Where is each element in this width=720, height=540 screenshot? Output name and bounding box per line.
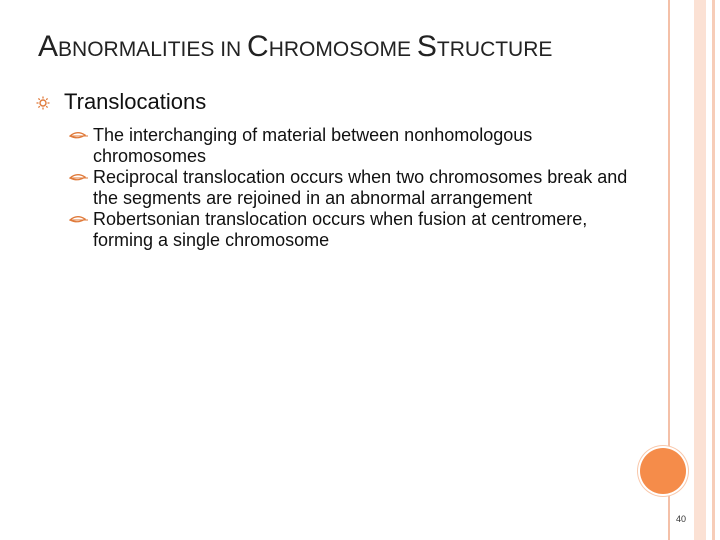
- bullet-text: Reciprocal translocation occurs when two chromosomes break and the segments are rejoined in an abnormal arrangement: [93, 167, 628, 208]
- title-part: HROMOSOME: [268, 38, 417, 61]
- bullet-text: The interchanging of material between nonhomologous chromosomes: [93, 125, 533, 166]
- bullet-text: Robertsonian translocation occurs when fusion at centromere, forming a single chromosome: [93, 209, 588, 250]
- title-part: A: [38, 30, 59, 63]
- title-part: BNORMALITIES IN: [58, 38, 248, 61]
- list-item: [93, 167, 633, 209]
- decorative-circle: [640, 448, 686, 494]
- decorative-stripe: [694, 0, 706, 540]
- title-part: C: [247, 30, 269, 63]
- page-number: 40: [676, 514, 687, 524]
- sun-icon: [36, 96, 50, 110]
- leaf-icon: [69, 215, 89, 225]
- title-part: TRUCTURE: [436, 38, 553, 61]
- decorative-stripe: [712, 0, 715, 540]
- leaf-icon: [69, 131, 89, 141]
- slide-title: [38, 30, 552, 64]
- list-item: [93, 125, 633, 167]
- list-item: [93, 209, 633, 251]
- heading-translocations: Translocations: [64, 89, 207, 114]
- bullet-list: [93, 125, 633, 251]
- title-part: S: [416, 30, 437, 63]
- leaf-icon: [69, 173, 89, 183]
